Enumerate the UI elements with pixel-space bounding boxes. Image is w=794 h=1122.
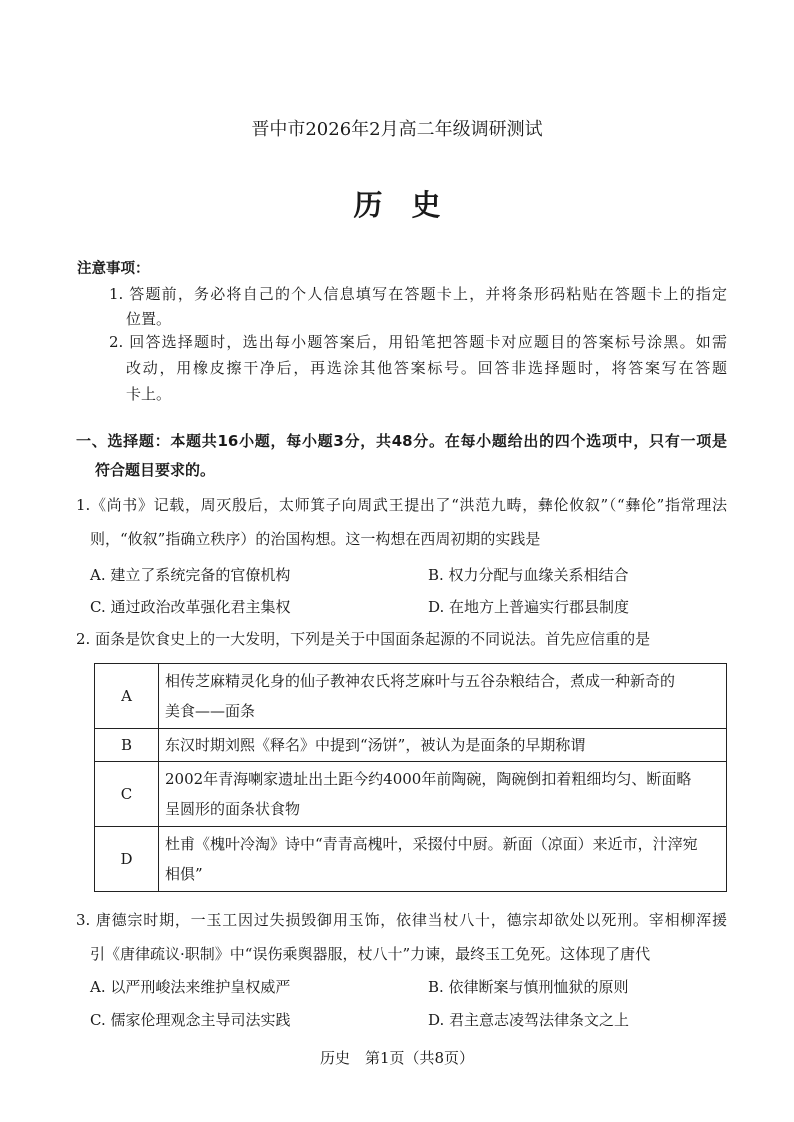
question-1-option-a: A. 建立了系统完备的官僚机构	[90, 566, 291, 584]
row-text-line: 美食——面条	[165, 702, 256, 720]
table-row	[95, 762, 727, 827]
row-label: A	[95, 664, 159, 729]
row-label: D	[95, 827, 159, 892]
question-2-stem: 2. 面条是饮食史上的一大发明，下列是关于中国面条起源的不同说法。首先应信重的是	[76, 630, 651, 648]
row-text	[159, 729, 727, 762]
row-text-line: 2002年青海喇家遗址出土距今约4000年前陶碗，陶碗倒扣着粗细均匀、断面略	[165, 770, 692, 788]
exam-title: 晋中市2026年2月高二年级调研测试	[251, 119, 543, 140]
question-3-stem: 3. 唐德宗时期，一玉工因过失损毁御用玉饰，依律当杖八十，德宗却欲处以死刑。宰相柳浑援	[76, 911, 727, 929]
notice-item-1-cont: 位置。	[126, 310, 172, 328]
notice-heading: 注意事项：	[77, 261, 150, 277]
row-text-line: 呈圆形的面条状食物	[165, 800, 301, 818]
table-row	[95, 729, 727, 762]
question-1-option-b: B. 权力分配与血缘关系相结合	[428, 566, 629, 584]
row-text-line: 相俱”	[165, 865, 203, 883]
question-1-stem-cont: 则，“攸叙”指确立秩序）的治国构想。这一构想在西周初期的实践是	[90, 530, 541, 548]
question-3-option-a: A. 以严刑峻法来维护皇权威严	[90, 978, 291, 996]
question-1-stem: 1.《尚书》记载，周灭殷后，太师箕子向周武王提出了“洪范九畴，彝伦攸叙”（“彝伦”指常理法	[76, 496, 727, 514]
notice-item-2-cont2: 卡上。	[126, 385, 172, 403]
table-row	[95, 827, 727, 892]
question-3-option-c: C. 儒家伦理观念主导司法实践	[90, 1011, 291, 1029]
row-text-line: 相传芝麻精灵化身的仙子教神农氏将芝麻叶与五谷杂粮结合，煮成一种新奇的	[165, 672, 676, 690]
question-3-option-b: B. 依律断案与慎刑恤狱的原则	[428, 978, 629, 996]
notice-item-1: 1. 答题前，务必将自己的个人信息填写在答题卡上，并将条形码粘贴在答题卡上的指定	[109, 285, 727, 303]
row-label: C	[95, 762, 159, 827]
section-heading: 一、选择题：本题共16小题，每小题3分，共48分。在每小题给出的四个选项中，只有一项是	[76, 432, 727, 450]
question-2-table	[94, 663, 727, 892]
row-text-line: 东汉时期刘熙《释名》中提到“汤饼”，被认为是面条的早期称谓	[165, 736, 586, 754]
question-3-option-d: D. 君主意志凌驾法律条文之上	[428, 1011, 630, 1029]
page-footer: 历史 第1页（共8页）	[319, 1049, 475, 1067]
row-text-line: 杜甫《槐叶冷淘》诗中“青青高槐叶，采掇付中厨。新面（凉面）来近市，汁滓宛	[165, 835, 698, 853]
row-text	[159, 827, 727, 892]
row-label: B	[95, 729, 159, 762]
notice-item-2: 2. 回答选择题时，选出每小题答案后，用铅笔把答题卡对应题目的答案标号涂黑。如需	[109, 333, 727, 351]
section-heading-cont: 符合题目要求的。	[95, 461, 216, 479]
row-text	[159, 762, 727, 827]
row-text	[159, 664, 727, 729]
notice-item-2-cont: 改动，用橡皮擦干净后，再选涂其他答案标号。回答非选择题时，将答案写在答题	[126, 359, 727, 377]
question-3-stem-cont: 引《唐律疏议·职制》中“误伤乘舆器服，杖八十”力谏，最终玉工免死。这体现了唐代	[90, 945, 651, 963]
question-1-option-c: C. 通过政治改革强化君主集权	[90, 598, 291, 616]
question-1-option-d: D. 在地方上普遍实行郡县制度	[428, 598, 630, 616]
subject-title: 历 史	[353, 188, 441, 222]
table-row	[95, 664, 727, 729]
